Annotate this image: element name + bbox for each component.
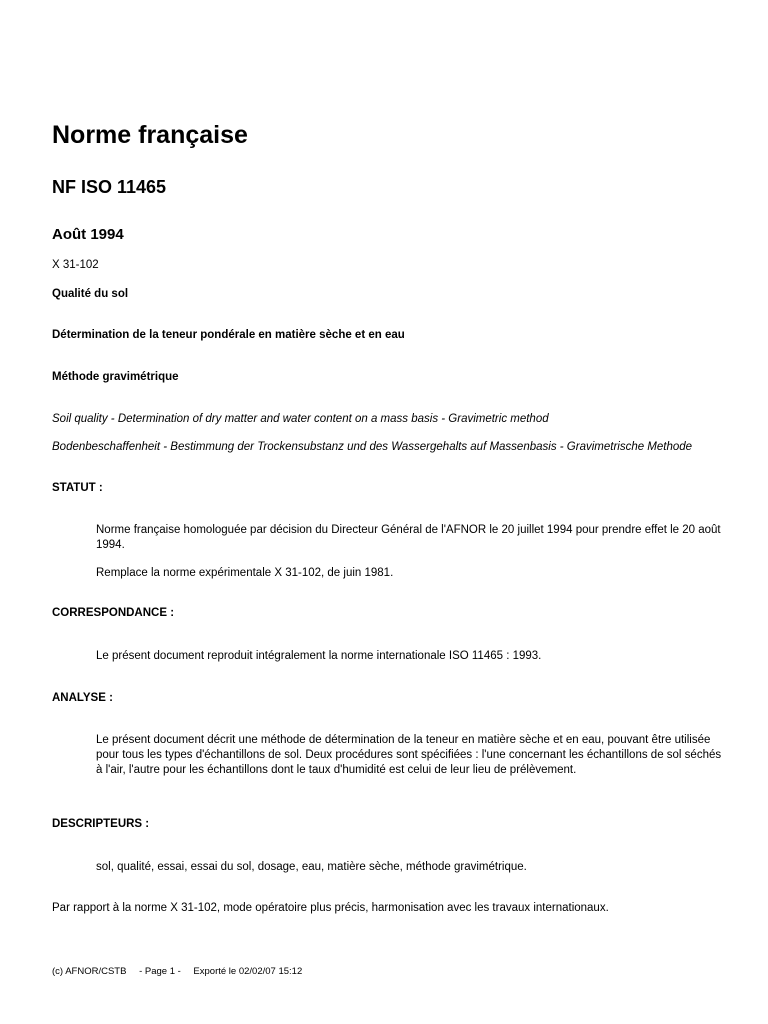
publication-date: Août 1994 [52,226,124,243]
statut-replacement: Remplace la norme expérimentale X 31-102, de juin 1981. [96,567,394,579]
correspondance-text: Le présent document reproduit intégralement la norme internationale ISO 11465 : 1993. [96,650,542,662]
footer-copyright: (c) AFNOR/CSTB [52,966,127,977]
page-footer [52,966,312,977]
correspondance-heading: CORRESPONDANCE : [52,607,175,619]
descripteurs-heading: DESCRIPTEURS : [52,818,150,830]
statut-text: Norme française homologuée par décision du Directeur Général de l'AFNOR le 20 juillet 1994 pour prendre effet le 20 août 1994. [96,524,721,551]
statut-heading: STATUT : [52,482,103,494]
descripteurs-text: sol, qualité, essai, essai du sol, dosage, eau, matière sèche, méthode gravimétrique. [96,861,527,873]
footer-export-date: Exporté le 02/02/07 15:12 [193,966,303,977]
footer-page-number: - Page 1 - [139,966,181,977]
method-heading: Méthode gravimétrique [52,371,179,383]
determination-heading: Détermination de la teneur pondérale en matière sèche et en eau [52,329,405,341]
english-title: Soil quality - Determination of dry matter and water content on a mass basis - Gravimetric method [52,413,549,425]
norm-identifier: NF ISO 11465 [52,177,167,197]
german-title: Bodenbeschaffenheit - Bestimmung der Trockensubstanz und des Wassergehalts auf Massenbasis - Gravimetrische Methode [52,441,693,453]
document-title: Norme française [52,121,248,149]
analyse-heading: ANALYSE : [52,692,113,704]
rapport-text: Par rapport à la norme X 31-102, mode opératoire plus précis, harmonisation avec les travaux internationaux. [52,902,609,914]
analyse-text: Le présent document décrit une méthode de détermination de la teneur en matière sèche et en eau, pouvant être utilisée pour tous les types d'échantillons de sol. Deux procédures sont spécifiées : l'une concernant les échantillons de sol séchés à l'air, l'autre pour les échantillons dont le taux d'humidité est celui de leur lieu de prélèvement. [96,734,722,776]
subject-heading: Qualité du sol [52,288,129,300]
classification-code: X 31-102 [52,259,99,271]
